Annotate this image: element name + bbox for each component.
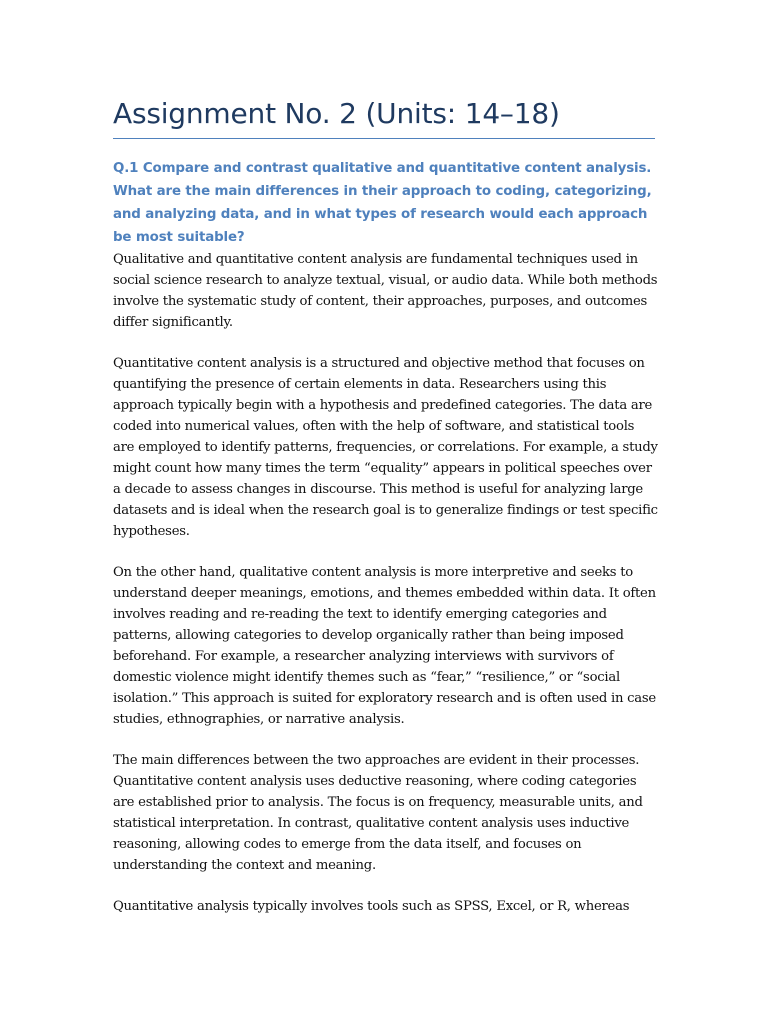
paragraph-intro: Qualitative and quantitative content analysis are fundamental techniques used in social science research to analyze textual, visual, or audio data. While both methods involve the systematic study of content, their approaches, purposes, and outcomes differ significantly. [113,252,658,330]
paragraph-qualitative: On the other hand, qualitative content analysis is more interpretive and seeks to understand deeper meanings, emotions, and themes embedded within data. It often involves reading and re-reading the text to identify emerging categories and patterns, allowing categories to develop organically rather than being imposed beforehand. For example, a researcher analyzing interviews with survivors of domestic violence might identify themes such as “fear,” “resilience,” or “social isolation.” This approach is suited for exploratory research and is often used in case studies, ethnographies, or narrative analysis. [113,565,656,727]
document-content [113,92,658,937]
question-heading: Q.1 Compare and contrast qualitative and quantitative content analysis. What are the main differences in their approach to coding, categorizing, and analyzing data, and in what types of research would each approach be most suitable? [113,161,652,245]
paragraph-tools: Quantitative analysis typically involves tools such as SPSS, Excel, or R, whereas [113,899,630,914]
document-title: Assignment No. 2 (Units: 14–18) [113,97,560,130]
paragraph-differences: The main differences between the two approaches are evident in their processes. Quantitative content analysis uses deductive reasoning, where coding categories are established prior to analysis. The focus is on frequency, measurable units, and statistical interpretation. In contrast, qualitative content analysis uses inductive reasoning, allowing codes to emerge from the data itself, and focuses on understanding the context and meaning. [113,753,643,873]
title-underline [113,138,655,139]
paragraph-quantitative: Quantitative content analysis is a structured and objective method that focuses on quantifying the presence of certain elements in data. Researchers using this approach typically begin with a hypothesis and predefined categories. The data are coded into numerical values, often with the help of software, and statistical tools are employed to identify patterns, frequencies, or correlations. For example, a study might count how many times the term “equality” appears in political speeches over a decade to assess changes in discourse. This method is useful for analyzing large datasets and is ideal when the research goal is to generalize findings or test specific hypotheses. [113,356,658,539]
